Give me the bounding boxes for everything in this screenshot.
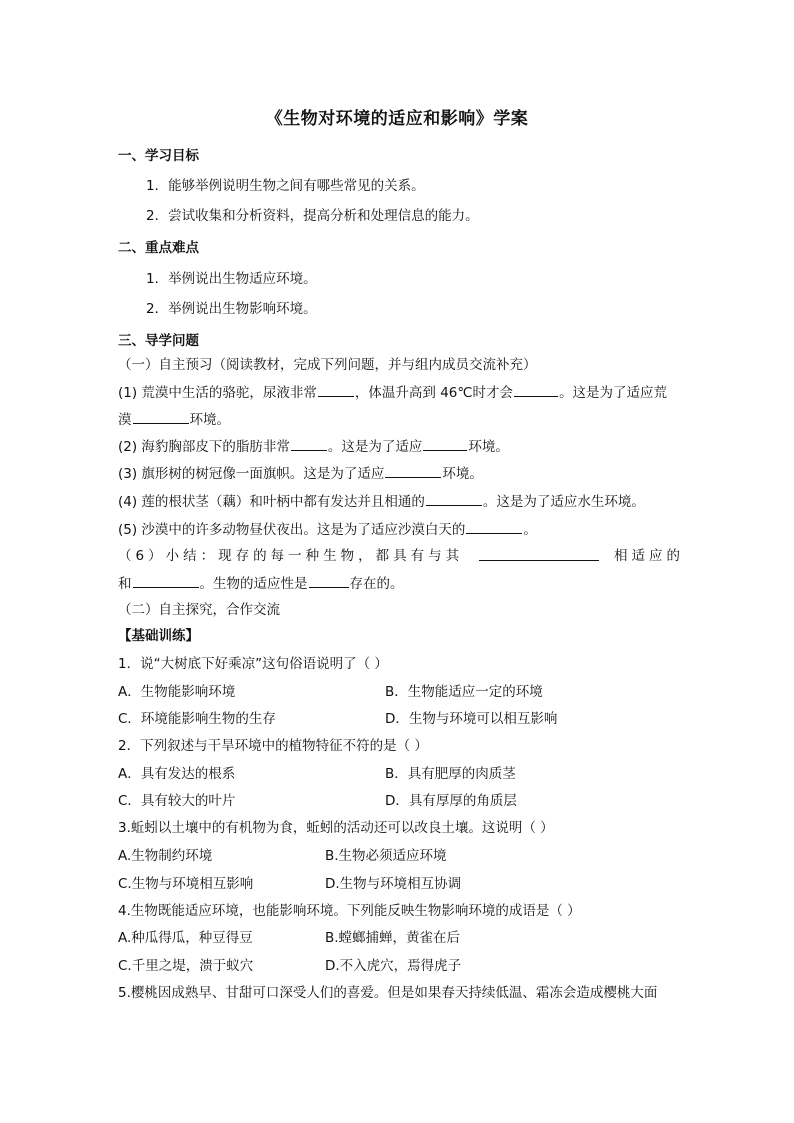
fill-blank[interactable] <box>466 519 522 534</box>
question-1-continued: 漠 环境。 <box>118 409 684 430</box>
fill-blank[interactable] <box>514 382 558 397</box>
question-stem: 3.蚯蚓以土壤中的有机物为食，蚯蚓的活动还可以改良土壤。这说明（ ） <box>118 820 554 836</box>
question-stem: 4.生物既能适应环境，也能影响环境。下列能反映生物影响环境的成语是（ ） <box>118 903 581 919</box>
question-stem: 1．说“大树底下好乘凉”这句俗语说明了（ ） <box>118 656 388 672</box>
objective-item: 2．尝试收集和分析资料，提高分析和处理信息的能力。 <box>146 208 479 224</box>
question-4-line: (4) 莲的根状茎（藕）和叶柄中都有发达并且相通的 。这是为了适应水生环境。 <box>118 491 684 512</box>
fill-blank[interactable] <box>385 463 441 478</box>
fill-blank[interactable] <box>309 573 349 588</box>
question-stem: 5.樱桃因成熟早、甘甜可口深受人们的喜爱。但是如果春天持续低温、霜冻会造成樱桃大面 <box>118 985 658 1001</box>
fill-blank[interactable] <box>479 546 599 561</box>
objective-item: 1．能够举例说明生物之间有哪些常见的关系。 <box>146 178 425 194</box>
fill-blank[interactable] <box>291 436 327 451</box>
answer-option-b[interactable]: B．具有肥厚的肉质茎 <box>385 766 516 782</box>
answer-option-d[interactable]: D.生物与环境相互协调 <box>325 876 462 892</box>
answer-option-c[interactable]: C.生物与环境相互影响 <box>118 876 254 892</box>
section-heading-key-points: 二、重点难点 <box>118 240 199 256</box>
answer-option-a[interactable]: A.生物制约环境 <box>118 848 213 864</box>
answer-option-d[interactable]: D．具有厚厚的角质层 <box>385 793 517 809</box>
fill-blank[interactable] <box>423 436 467 451</box>
answer-option-c[interactable]: C．具有较大的叶片 <box>118 793 236 809</box>
question-5-line: (5) 沙漠中的许多动物昼伏夜出。这是为了适应沙漠白天的 。 <box>118 519 684 540</box>
document-title: 《生物对环境的适应和影响》学案 <box>265 109 529 129</box>
section-heading-guided-questions: 三、导学问题 <box>118 333 199 349</box>
answer-option-a[interactable]: A.种瓜得瓜，种豆得豆 <box>118 930 253 946</box>
answer-option-a[interactable]: A．生物能影响环境 <box>118 684 236 700</box>
subsection-preview: （一）自主预习（阅读教材，完成下列问题，并与组内成员交流补充） <box>118 357 537 373</box>
answer-option-d[interactable]: D．生物与环境可以相互影响 <box>385 711 558 727</box>
summary-line-continued: 和 。生物的适应性是 存在的。 <box>118 573 684 594</box>
answer-option-b[interactable]: B．生物能适应一定的环境 <box>385 684 543 700</box>
answer-option-b[interactable]: B.螳螂捕蝉，黄雀在后 <box>325 930 461 946</box>
section-heading-objectives: 一、学习目标 <box>118 148 199 164</box>
question-3-line: (3) 旗形树的树冠像一面旗帜。这是为了适应 环境。 <box>118 463 684 484</box>
answer-option-c[interactable]: C.千里之堤，溃于蚁穴 <box>118 958 254 974</box>
training-heading: 【基础训练】 <box>118 628 199 644</box>
fill-blank[interactable] <box>318 382 354 397</box>
fill-blank[interactable] <box>133 409 189 424</box>
answer-option-b[interactable]: B.生物必须适应环境 <box>325 848 447 864</box>
key-point-item: 1．举例说出生物适应环境。 <box>146 271 317 287</box>
question-stem: 2．下列叙述与干旱环境中的植物特征不符的是（ ） <box>118 738 428 754</box>
fill-blank[interactable] <box>133 573 199 588</box>
answer-option-a[interactable]: A．具有发达的根系 <box>118 766 236 782</box>
subsection-explore: （二）自主探究，合作交流 <box>118 602 280 618</box>
question-2-line: (2) 海豹胸部皮下的脂肪非常 。这是为了适应 环境。 <box>118 436 684 457</box>
question-1-line: (1) 荒漠中生活的骆驼，尿液非常 ，体温升高到 46℃时才会 。这是为了适应荒 <box>118 382 684 403</box>
summary-line: （6）小结：现存的每一种生物，都具有与其 相适应的 <box>118 548 684 564</box>
answer-option-c[interactable]: C．环境能影响生物的生存 <box>118 711 276 727</box>
answer-option-d[interactable]: D.不入虎穴，焉得虎子 <box>325 958 462 974</box>
fill-blank[interactable] <box>426 491 482 506</box>
key-point-item: 2．举例说出生物影响环境。 <box>146 301 317 317</box>
